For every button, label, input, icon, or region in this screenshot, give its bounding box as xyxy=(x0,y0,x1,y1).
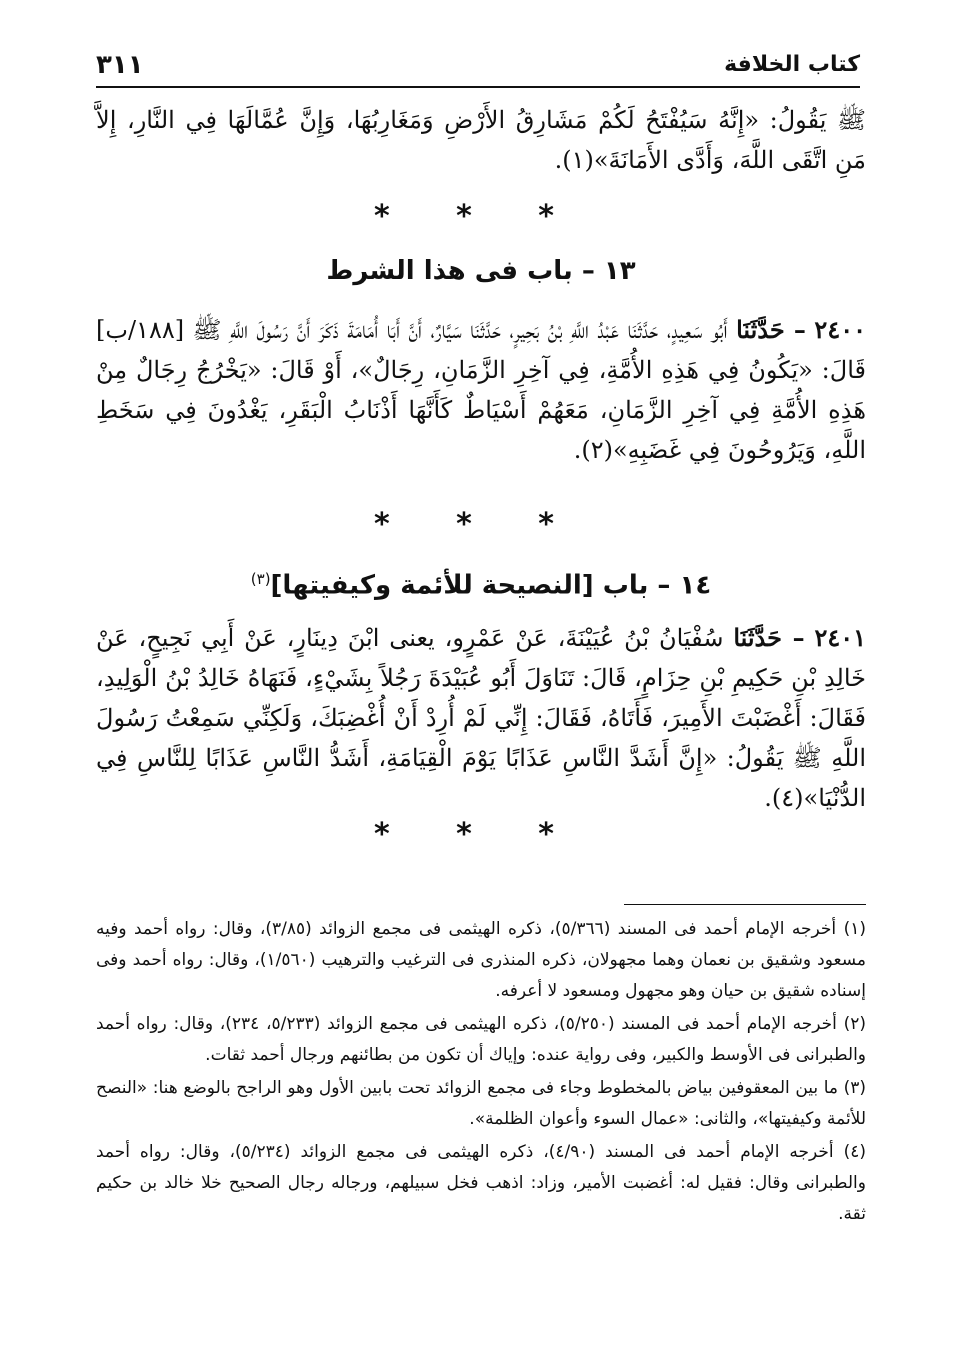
chapter-heading-13: ١٣ – باب فى هذا الشرط xyxy=(326,256,636,286)
section-separator: * * * xyxy=(374,507,582,542)
book-title: كتاب الخلافة xyxy=(724,52,860,77)
section-separator: * * * xyxy=(374,817,582,852)
narration-lead: – حَدَّثَنَا xyxy=(736,315,806,344)
hadith-2401 xyxy=(96,618,866,818)
footnote-3: (٣) ما بين المعقوفين بياض بالمخطوط وجاء فى مجمع الزوائد تحت بابين الأول وهو الراجح بالوضع هنا: «النصح للأئمة وكيفيتها»، والثانى: «عمال السوء وأعوان الظلمة». xyxy=(96,1078,866,1129)
footnote-4: (٤) أخرجه الإمام أحمد فى المسند (٤/٩٠)، ذكره الهيثمى فى مجمع الزوائد (٥/٢٣٤)، وقال: رواه أحمد والطبرانى وقال: فقيل له: أغضبت الأمير، وزاد: اذهب فخل سبيلهم، ورجاله رجال الصحيح خلا خالد بن حكيم ثقة. xyxy=(96,1142,866,1224)
hadith-2400 xyxy=(96,310,866,470)
page-header xyxy=(96,46,860,88)
page-number: ٣١١ xyxy=(96,50,144,80)
intro-paragraph: ﷺ يَقُولُ: «إِنَّهُ سَيُفْتَحُ لَكُمْ مَشَارِقُ الأَرْضِ وَمَغَارِبُهَا، وَإِنَّ عُمَّالَهَا فِي النَّارِ، إِلاَّ مَنِ اتَّقَى اللَّهَ، وَأَدَّى الأَمَانَةَ»(١). xyxy=(96,106,866,174)
section-separator: * * * xyxy=(374,199,582,234)
footnote-divider xyxy=(624,904,866,905)
footnote-2: (٢) أخرجه الإمام أحمد فى المسند (٥/٢٥٠)، ذكره الهيثمى فى مجمع الزوائد (٥/٢٣٣، ٢٣٤)، وقال: رواه أحمد والطبرانى فى الأوسط والكبير، وفى رواية عنده: وإياك أن تكون من بطائنهم ورجال أحمد ثقات. xyxy=(96,1014,867,1065)
footnote-1: (١) أخرجه الإمام أحمد فى المسند (٥/٣٦٦)، ذكره الهيثمى فى مجمع الزوائد (٣/٨٥)، وقال: رواه أحمد وفيه مسعود وشقيق بن نعمان وهما مجهولان، ذكره المنذرى فى الترغيب والترهيب (١/٥٦٠)، وقال: رواه أحمد وفى إسناده شقيق بن حيان وهو مجهول ومسعود لا أعرفه. xyxy=(96,919,866,1001)
footnote-reference: (٣) xyxy=(250,570,271,588)
narration-lead: – حَدَّثَنَا xyxy=(733,623,805,652)
chapter-heading-14 xyxy=(96,560,866,601)
chapter-heading-text: ١٤ – باب [النصيحة للأئمة وكيفيتها] xyxy=(270,570,712,601)
footnotes xyxy=(96,914,866,1232)
hadith-text: سُفْيَانُ بْنُ عُيَيْنَةَ، عَنْ عَمْرٍو، يعنى ابْنَ دِينَارٍ، عَنْ أَبِي نَجِيحٍ، عَنْ خَالِدِ بْنِ حَكِيمِ بْنِ حِزَامٍ، قَالَ: تَنَاوَلَ أَبُو عُبَيْدَةَ رَجُلاً بِشَيْءٍ، فَنَهَاهُ خَالِدُ بْنُ الْوَلِيدِ، فَقَالَ: أَغْضَبْتَ الأَمِيرَ، فَأَتَاهُ، فَقَالَ: إِنِّي لَمْ أُرِدْ أَنْ أُغْضِبَكَ، وَلَكِنِّي سَمِعْتُ رَسُولَ اللَّهِ ﷺ يَقُولُ: «إِنَّ أَشَدَّ النَّاسِ عَذَابًا يَوْمَ الْقِيَامَةِ، أَشَدُّ النَّاسِ عَذَابًا لِلنَّاسِ فِي الدُّنْيَا»(٤). xyxy=(96,624,866,812)
hadith-number: ٢٤٠١ xyxy=(814,623,867,652)
hadith-number: ٢٤٠٠ xyxy=(814,315,866,344)
hadith-text: أَبُو سَعِيدٍ، حَدَّثَنَا عَبْدُ اللَّهِ بْنُ بَحِيرٍ، حَدَّثَنَا سَيَّارٌ، أَنَّ أَبَا أُمَامَةَ ذَكَرَ أَنَّ رَسُولَ اللَّهِ ﷺ [١٨٨/ب] قَالَ: «يَكُونُ فِي هَذِهِ الأُمَّةِ، فِي آخِرِ الزَّمَانِ، رِجَالٌ»، أَوْ قَالَ: «يَخْرُجُ رِجَالٌ مِنْ هَذِهِ الأُمَّةِ فِي آخِرِ الزَّمَانِ، مَعَهُمْ أَسْيَاطٌ كَأَنَّهَا أَذْنَابُ الْبَقَرِ، يَغْدُونَ فِي سَخَطِ اللَّهِ، وَيَرُوحُونَ فِي غَضَبِهِ»(٢). xyxy=(96,316,866,464)
